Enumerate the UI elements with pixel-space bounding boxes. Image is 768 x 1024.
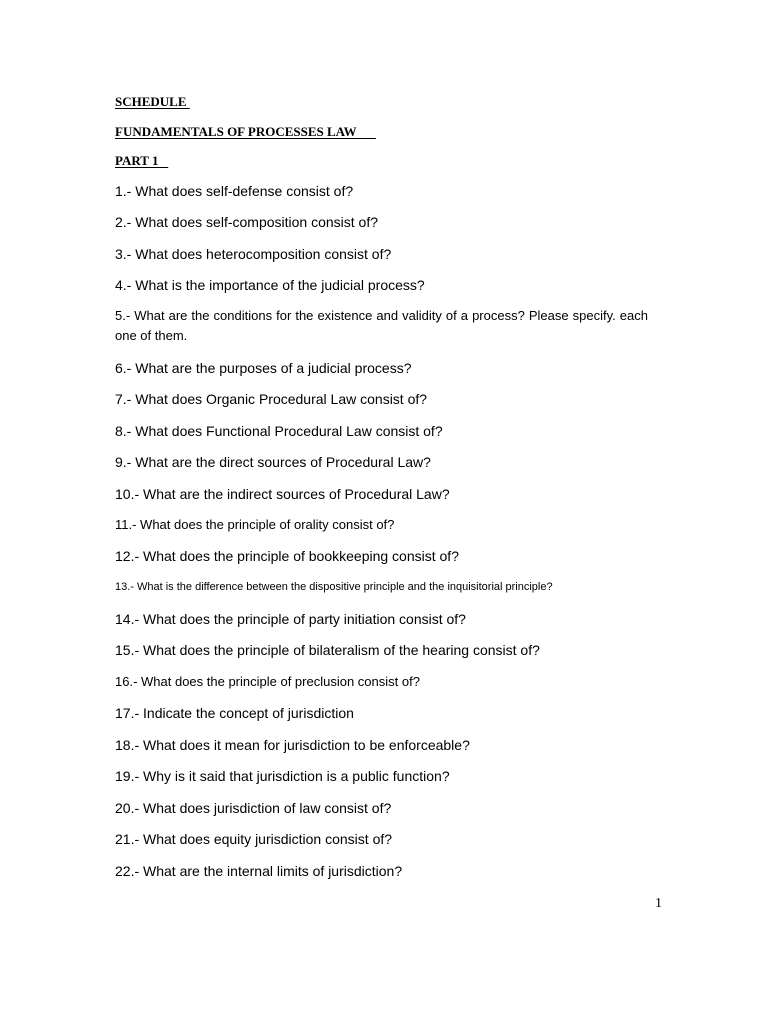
question-19: 19.- Why is it said that jurisdiction is a public function? bbox=[115, 768, 450, 784]
question-12: 12.- What does the principle of bookkeeping consist of? bbox=[115, 548, 459, 564]
course-heading-text: FUNDAMENTALS OF PROCESSES LAW bbox=[115, 124, 376, 139]
question-3: 3.- What does heterocomposition consist of? bbox=[115, 246, 392, 262]
question-7: 7.- What does Organic Procedural Law consist of? bbox=[115, 391, 428, 407]
part-heading bbox=[115, 153, 168, 169]
question-22: 22.- What are the internal limits of jurisdiction? bbox=[115, 863, 403, 879]
schedule-heading-text: SCHEDULE bbox=[115, 94, 190, 109]
question-18: 18.- What does it mean for jurisdiction to be enforceable? bbox=[115, 737, 470, 753]
question-1: 1.- What does self-defense consist of? bbox=[115, 183, 354, 199]
question-21: 21.- What does equity jurisdiction consist of? bbox=[115, 831, 393, 847]
question-15: 15.- What does the principle of bilateralism of the hearing consist of? bbox=[115, 642, 540, 658]
question-11: 11.- What does the principle of orality consist of? bbox=[115, 517, 395, 532]
question-9: 9.- What are the direct sources of Procedural Law? bbox=[115, 454, 431, 470]
question-10: 10.- What are the indirect sources of Procedural Law? bbox=[115, 486, 450, 502]
question-20: 20.- What does jurisdiction of law consist of? bbox=[115, 800, 392, 816]
question-13: 13.- What is the difference between the dispositive principle and the inquisitorial principle? bbox=[115, 581, 553, 593]
question-16: 16.- What does the principle of preclusion consist of? bbox=[115, 674, 420, 689]
question-5: 5.- What are the conditions for the existence and validity of a process? Please specify. each one of them. bbox=[115, 308, 648, 343]
question-4: 4.- What is the importance of the judicial process? bbox=[115, 277, 425, 293]
question-6: 6.- What are the purposes of a judicial process? bbox=[115, 360, 412, 376]
part-heading-text: PART 1 bbox=[115, 153, 169, 168]
question-14: 14.- What does the principle of party initiation consist of? bbox=[115, 611, 466, 627]
course-heading bbox=[115, 124, 376, 140]
schedule-heading bbox=[115, 94, 190, 110]
question-8: 8.- What does Functional Procedural Law consist of? bbox=[115, 423, 443, 439]
question-2: 2.- What does self-composition consist of? bbox=[115, 214, 379, 230]
page-number: 1 bbox=[655, 896, 662, 911]
question-17: 17.- Indicate the concept of jurisdiction bbox=[115, 705, 354, 721]
